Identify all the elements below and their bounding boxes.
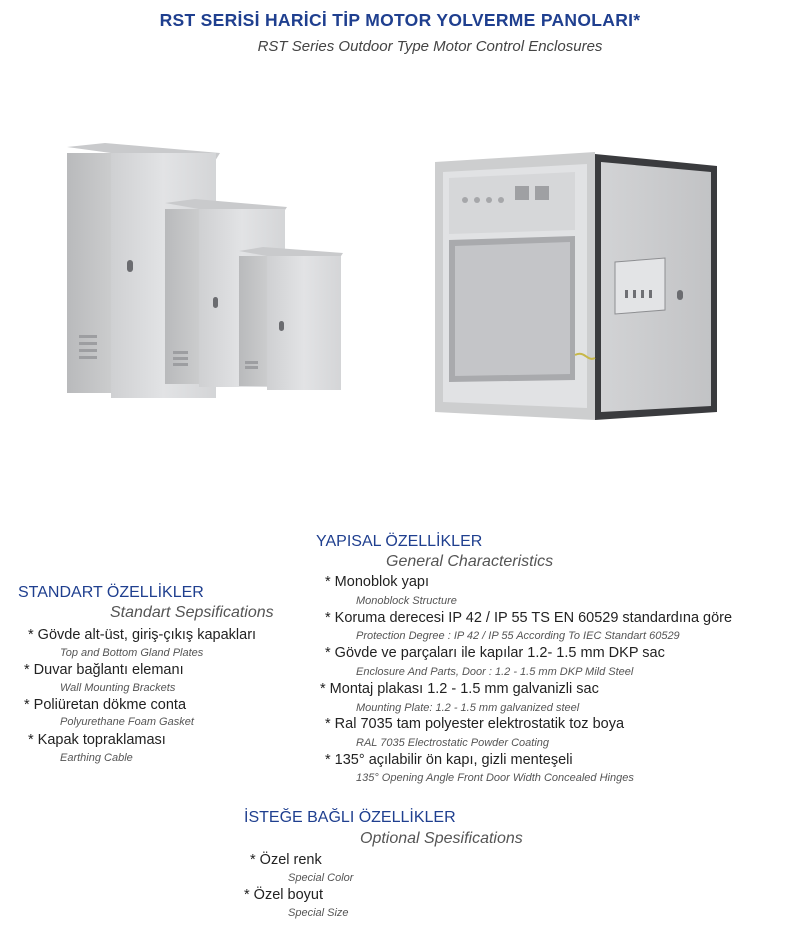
standard-item-en: Earthing Cable — [60, 752, 133, 764]
structural-subtitle: General Characteristics — [386, 553, 554, 570]
standard-item: * Gövde alt-üst, giriş-çıkış kapakları — [28, 627, 257, 643]
standard-item-en: Polyurethane Foam Gasket — [60, 716, 194, 728]
standard-item: * Kapak topraklaması — [28, 732, 166, 748]
structural-item: * 135° açılabilir ön kapı, gizli menteşeli — [325, 752, 573, 768]
optional-item: * Özel renk — [250, 852, 322, 868]
optional-item-en: Special Size — [288, 907, 349, 919]
page-title: RST SERİSİ HARİCİ TİP MOTOR YOLVERME PANOLARI* — [159, 10, 641, 30]
standard-item-en: Wall Mounting Brackets — [60, 682, 176, 694]
standard-subtitle: Standart Sepsifications — [110, 604, 274, 621]
page-subtitle: RST Series Outdoor Type Motor Control Enclosures — [257, 38, 603, 55]
structural-item: * Monoblok yapı — [325, 574, 429, 590]
closed-enclosures-image — [55, 125, 355, 405]
optional-item-en: Special Color — [288, 872, 354, 884]
structural-item: * Koruma derecesi IP 42 / IP 55 TS EN 60529 standardına göre — [325, 610, 733, 626]
structural-item-en: Mounting Plate: 1.2 - 1.5 mm galvanized steel — [356, 702, 580, 714]
standard-item: * Duvar bağlantı elemanı — [24, 662, 184, 678]
structural-title: YAPISAL ÖZELLİKLER — [316, 533, 483, 550]
optional-subtitle: Optional Spesifications — [360, 830, 523, 847]
standard-item: * Poliüretan dökme conta — [24, 697, 187, 713]
open-enclosure-image — [425, 150, 725, 440]
optional-item: * Özel boyut — [244, 887, 323, 903]
structural-item: * Montaj plakası 1.2 - 1.5 mm galvanizli sac — [320, 681, 599, 697]
standard-title: STANDART ÖZELLİKLER — [18, 584, 204, 601]
structural-item-en: 135° Opening Angle Front Door Width Concealed Hinges — [356, 772, 634, 784]
structural-item: * Gövde ve parçaları ile kapılar 1.2- 1.5 mm DKP sac — [325, 645, 665, 661]
structural-item-en: RAL 7035 Electrostatic Powder Coating — [356, 737, 550, 749]
standard-item-en: Top and Bottom Gland Plates — [60, 647, 204, 659]
structural-item-en: Monoblock Structure — [356, 595, 457, 607]
structural-item-en: Enclosure And Parts, Door : 1.2 - 1.5 mm DKP Mild Steel — [356, 666, 634, 678]
structural-item: * Ral 7035 tam polyester elektrostatik toz boya — [325, 716, 625, 732]
optional-title: İSTEĞE BAĞLI ÖZELLİKLER — [244, 809, 456, 826]
structural-item-en: Protection Degree : IP 42 / IP 55 According To IEC Standart 60529 — [356, 630, 680, 642]
